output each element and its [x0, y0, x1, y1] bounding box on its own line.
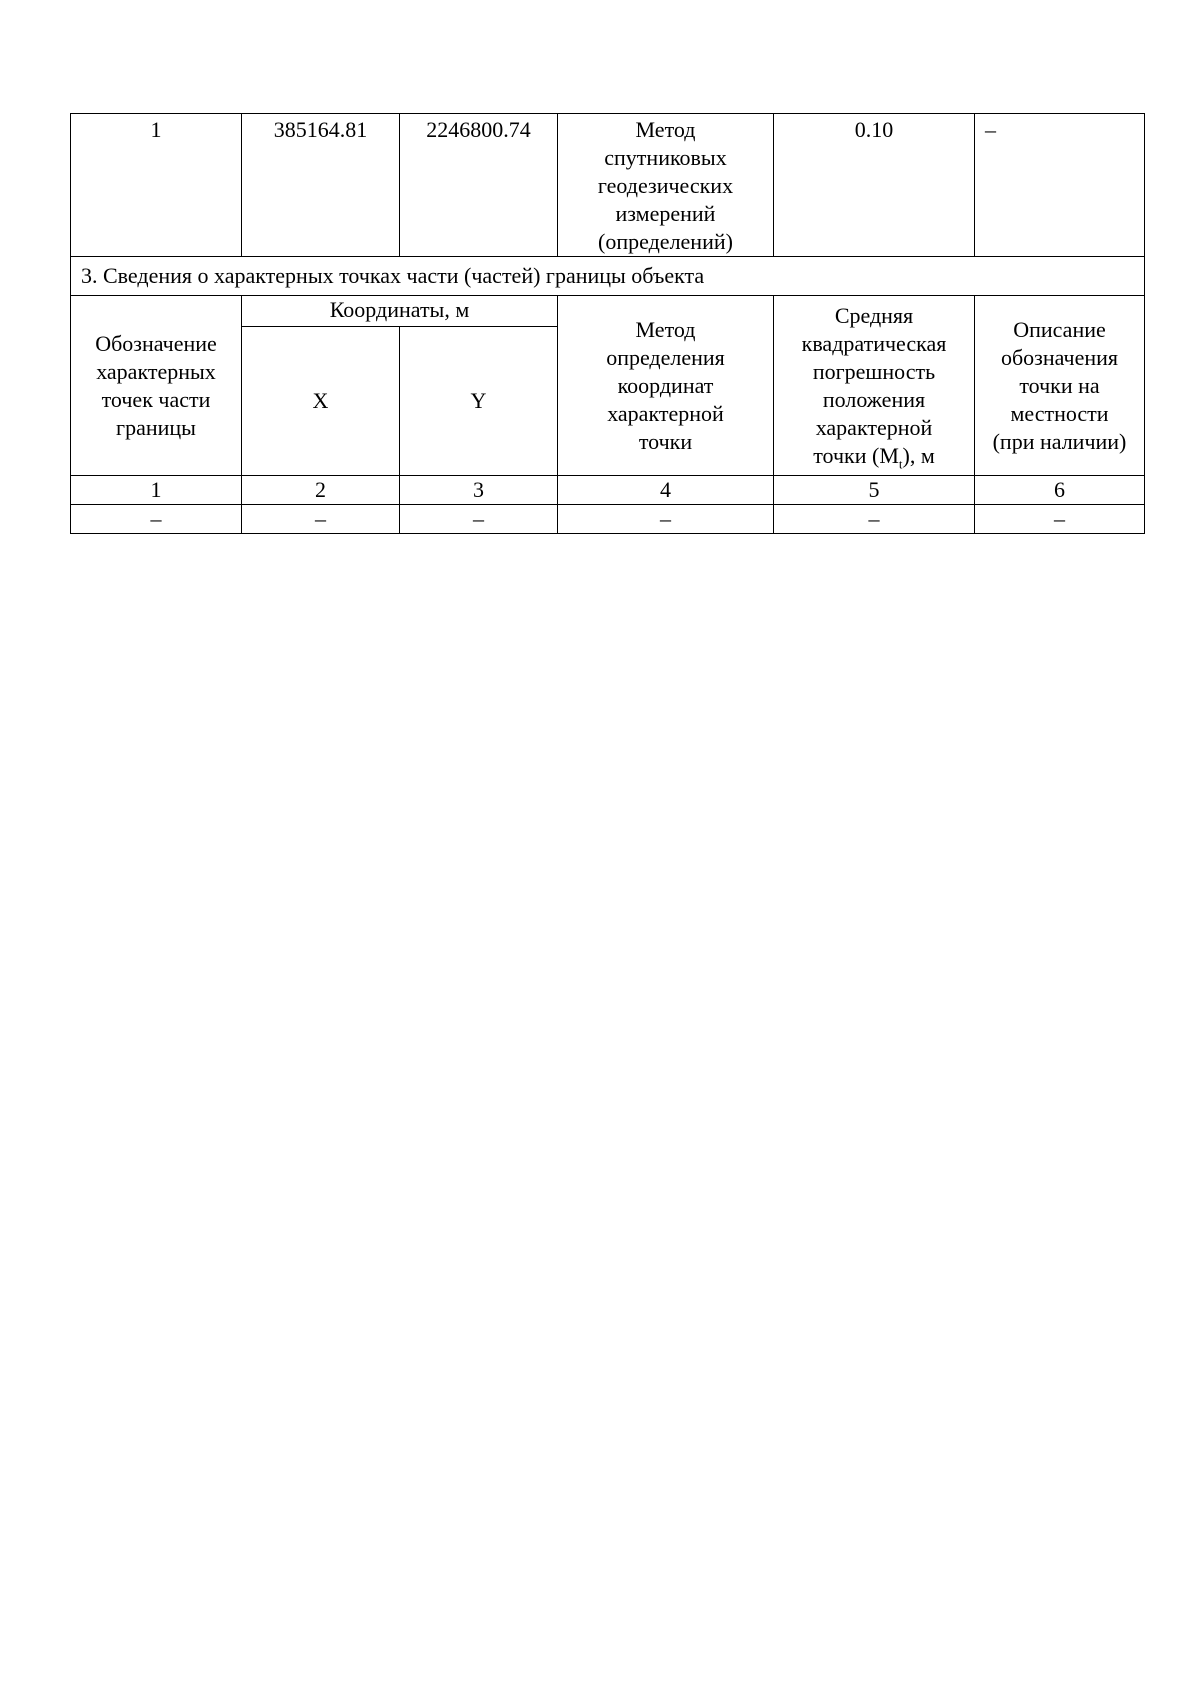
table-row — [71, 505, 1145, 534]
column-number: 5 — [774, 476, 975, 505]
header-description: Описание обозначения точки на местности (при наличии) — [975, 296, 1145, 476]
empty-cell: – — [558, 505, 774, 534]
table-row — [71, 114, 1145, 257]
empty-cell: – — [71, 505, 242, 534]
header-y: Y — [400, 327, 558, 476]
header-row — [71, 296, 1145, 327]
empty-cell: – — [975, 505, 1145, 534]
header-method: Метод определения координат характерной точки — [558, 296, 774, 476]
header-error — [774, 296, 975, 476]
column-number: 1 — [71, 476, 242, 505]
header-error-text: Средняя квадратическая погрешность положения характерной точки (M — [801, 302, 947, 468]
empty-cell: – — [400, 505, 558, 534]
column-number: 6 — [975, 476, 1145, 505]
empty-cell: – — [242, 505, 400, 534]
section-row — [71, 257, 1145, 296]
header-coordinates: Координаты, м — [242, 296, 558, 327]
y-coordinate-cell: 2246800.74 — [400, 114, 558, 257]
column-number: 2 — [242, 476, 400, 505]
header-error-subscript: t — [898, 455, 903, 471]
method-cell: Метод спутниковых геодезических измерений (определений) — [558, 114, 774, 257]
empty-cell: – — [774, 505, 975, 534]
header-designation: Обозначение характерных точек части границы — [71, 296, 242, 476]
point-number-cell: 1 — [71, 114, 242, 257]
description-cell: – — [975, 114, 1145, 257]
column-number-row — [71, 476, 1145, 505]
x-coordinate-cell: 385164.81 — [242, 114, 400, 257]
header-x: X — [242, 327, 400, 476]
section-title: 3. Сведения о характерных точках части (частей) границы объекта — [71, 257, 1145, 296]
header-error-unit: ), м — [902, 442, 935, 468]
column-number: 3 — [400, 476, 558, 505]
column-number: 4 — [558, 476, 774, 505]
error-cell: 0.10 — [774, 114, 975, 257]
coordinates-table — [70, 113, 1145, 534]
